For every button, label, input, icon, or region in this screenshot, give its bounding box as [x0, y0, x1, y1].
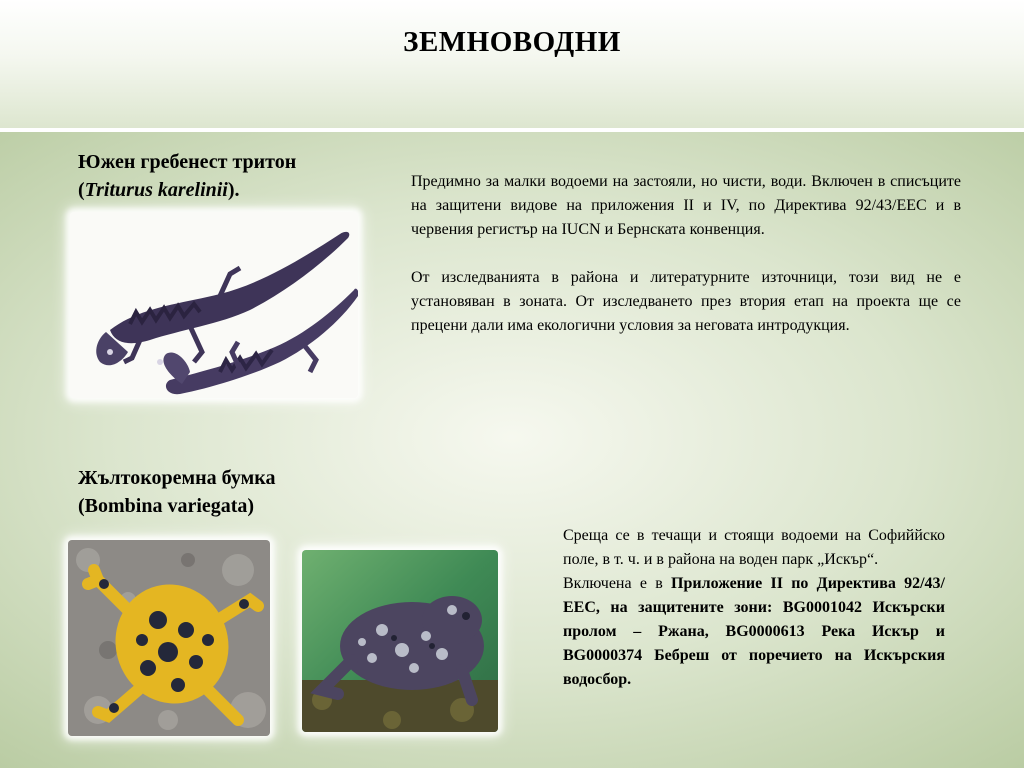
species2-description [563, 524, 945, 692]
slide-title: ЗЕМНОВОДНИ [403, 26, 621, 58]
slide-header [0, 0, 1024, 128]
species1-description [411, 170, 961, 338]
species2-annex-text: Приложение II по Директива 92/43/ЕЕС, на защитените зони: BG0001042 Искърски пролом – Ржана, BG0000613 Река Искър и BG0000374 Бебреш от поречието на Искърския водосбор. [563, 575, 945, 688]
species2-name: Жълтокоремна бумка [78, 467, 276, 489]
toad-belly-photo-icon [68, 540, 270, 736]
species2-latin-name: (Bombina variegata) [78, 495, 255, 517]
species2-heading [78, 464, 398, 520]
paragraph-spacer [411, 242, 961, 266]
newt-photo [70, 212, 358, 398]
species1-paragraph-1: Предимно за малки водоеми на застояли, но чисти, води. Включен в списъците на защитени видове на приложения II и IV, по Директива 92/43/ЕЕС и в червения регистър на IUCN и Бернската конвенция. [411, 173, 961, 238]
toad-back-photo [302, 550, 498, 732]
species1-paragraph-2: От изследванията в района и литературните източници, този вид не е установяван в зоната. От изследването през втория етап на проекта ще се прецени дали има екологични условия за неговата интродукция. [411, 269, 961, 334]
species2-annex-prefix: Включена е в [563, 575, 672, 592]
species2-paragraph-2 [563, 572, 945, 692]
species1-latin-close: ). [227, 179, 240, 201]
newt-photo-icon [70, 212, 358, 398]
species1-latin-open: ( [78, 179, 85, 201]
species2-paragraph-1: Среща се в течащи и стоящи водоеми на Софиййско поле, в т. ч. и в района на воден парк „Искър“. [563, 527, 945, 568]
species1-latin-line [78, 176, 378, 204]
slide-content [0, 132, 1024, 768]
toad-back-photo-icon [302, 550, 498, 732]
species1-heading [78, 148, 378, 204]
species1-name: Южен гребенест тритон [78, 151, 297, 173]
toad-belly-photo [68, 540, 270, 736]
species1-latin-name: Triturus karelinii [84, 179, 228, 201]
